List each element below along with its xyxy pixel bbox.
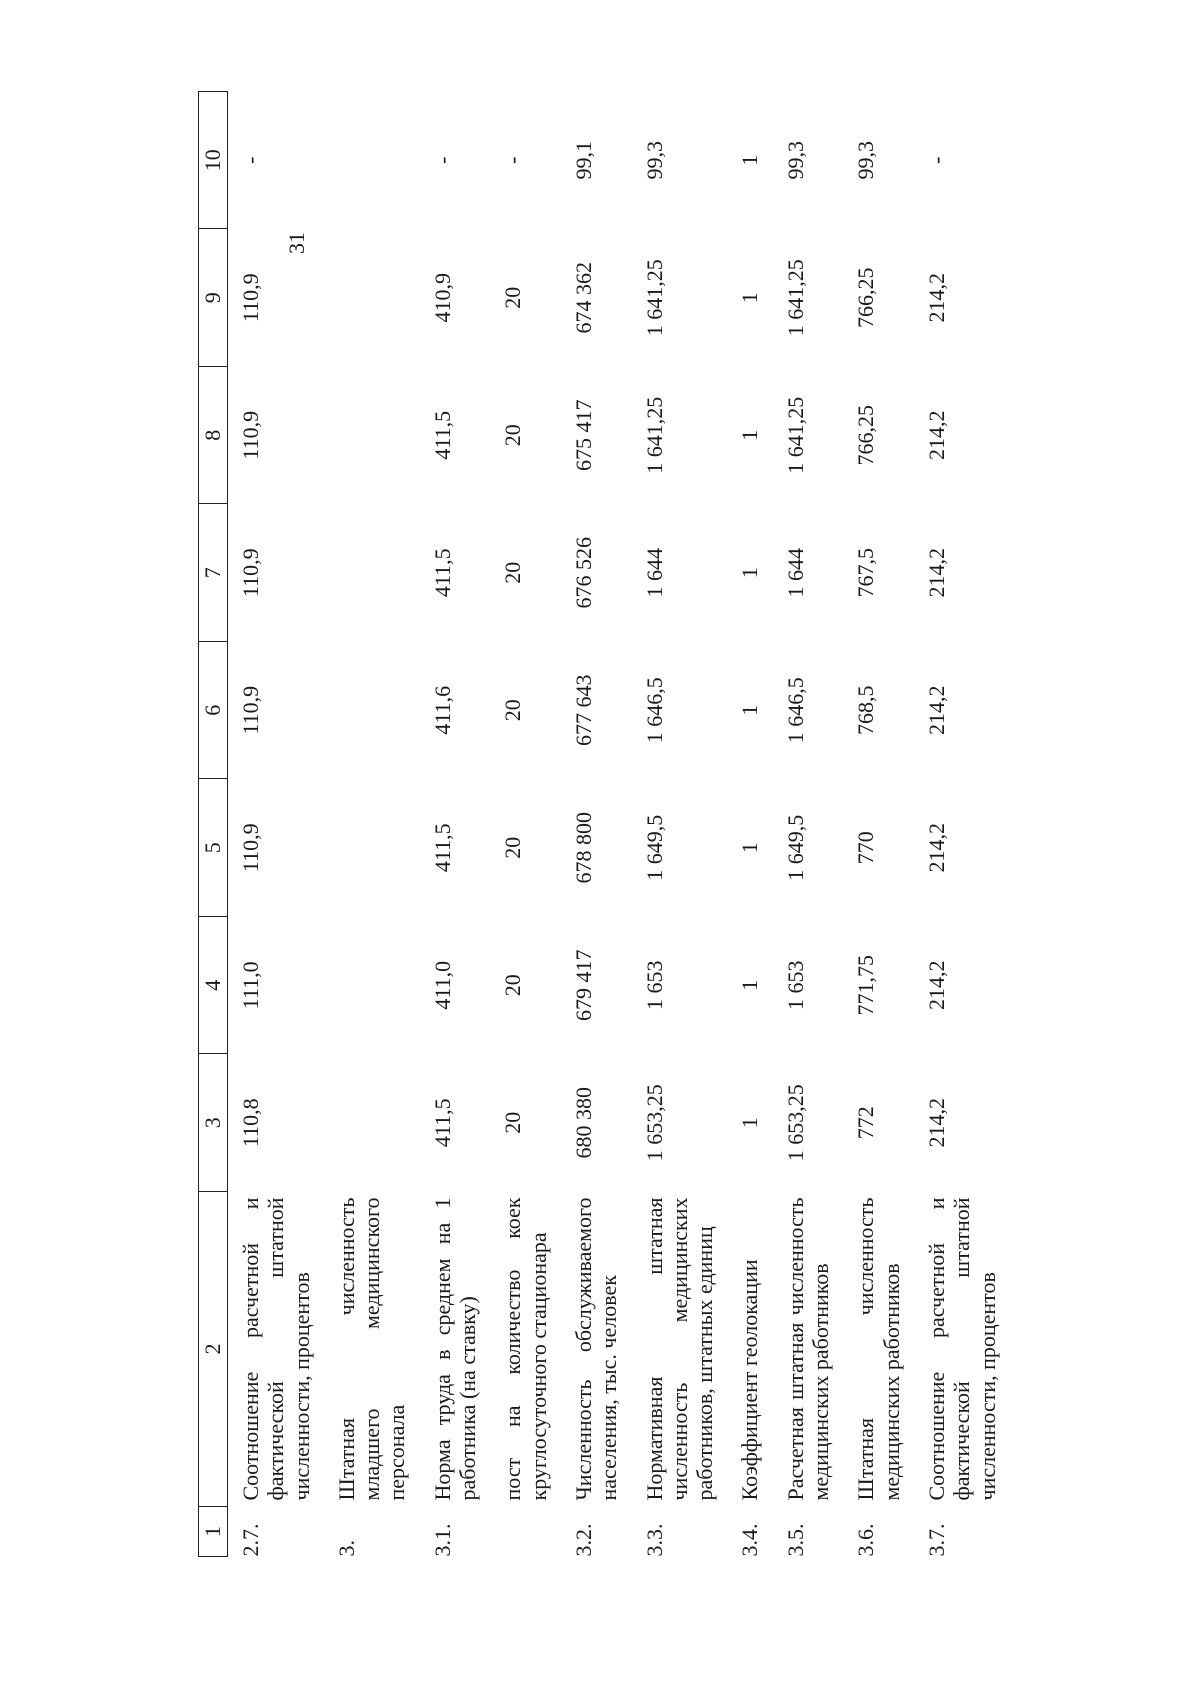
cell-col-6: 768,5 [853, 685, 879, 735]
cell-col-6: 411,6 [429, 685, 455, 735]
cell-col-6: 20 [500, 699, 526, 722]
cell-col-9: 214,2 [923, 273, 949, 323]
table-row [228, 92, 324, 1557]
row-code: 3. [333, 1540, 359, 1557]
cell-col-3: 1 653,25 [782, 1084, 808, 1162]
cell-col-5: 411,5 [429, 823, 455, 873]
cell-col-7: 1 [737, 567, 763, 579]
cell-col-7: 411,5 [429, 548, 455, 598]
cell-col-7: 1 644 [641, 548, 667, 598]
cell-col-8: 110,9 [238, 410, 263, 460]
header-cell-8: 8 [199, 367, 228, 505]
data-table [198, 91, 1010, 1557]
cell-col-3: 411,5 [429, 1098, 455, 1148]
cell-col-9: 110,9 [238, 273, 263, 323]
table-row [632, 92, 728, 1557]
cell-col-8: 675 417 [570, 399, 596, 471]
row-label: Норма труда в среднем на 1 работника (на ставку) [429, 1197, 481, 1501]
row-label: Коэффициент геолокации [737, 1259, 763, 1501]
cell-col-8: 1 641,25 [782, 396, 808, 474]
cell-col-7: 676 526 [570, 537, 596, 609]
cell-col-10 [324, 92, 420, 230]
cell-col-6: 1 [737, 704, 763, 716]
cell-col-9: 1 641,25 [782, 259, 808, 337]
row-code: 3.1. [429, 1523, 455, 1557]
cell-col-4: 1 653 [641, 960, 667, 1010]
cell-col-5: 1 649,5 [782, 814, 808, 881]
row-code: 3.7. [923, 1523, 949, 1557]
table-row [420, 92, 491, 1557]
row-label: Нормативная штатная численность медицинских работников, штатных единиц [641, 1197, 718, 1501]
row-code: 3.3. [641, 1523, 667, 1557]
cell-col-6: 1 646,5 [641, 677, 667, 744]
header-row [199, 92, 228, 1557]
header-cell-6: 6 [199, 642, 228, 780]
table-row [843, 92, 914, 1557]
cell-col-4 [324, 917, 420, 1055]
cell-col-5 [324, 779, 420, 917]
row-code [490, 1507, 561, 1557]
cell-col-10: 99,1 [570, 141, 596, 180]
row-code: 3.5. [782, 1523, 808, 1557]
rotated-table-container [198, 92, 998, 1557]
table-header [199, 92, 228, 1557]
row-label: Штатная численность младшего медицинского персонала [333, 1197, 410, 1501]
cell-col-10: - [238, 156, 263, 164]
cell-col-4: 679 417 [570, 949, 596, 1021]
table-row [561, 92, 632, 1557]
cell-col-3: 214,2 [923, 1098, 949, 1148]
cell-col-9: 20 [500, 286, 526, 309]
cell-col-3: 1 [737, 1117, 763, 1129]
cell-col-8: 214,2 [923, 410, 949, 460]
cell-col-8: 411,5 [429, 410, 455, 460]
cell-col-9: 674 362 [570, 262, 596, 334]
cell-col-5: 1 [737, 842, 763, 854]
cell-col-8: 20 [500, 424, 526, 447]
header-cell-4: 4 [199, 917, 228, 1055]
table-row [773, 92, 844, 1557]
cell-col-7: 214,2 [923, 548, 949, 598]
cell-col-4: 1 [737, 979, 763, 991]
cell-col-6: 214,2 [923, 685, 949, 735]
cell-col-10: - [923, 156, 949, 164]
cell-col-9: 410,9 [429, 273, 455, 323]
cell-col-9 [324, 229, 420, 367]
cell-col-3: 1 653,25 [641, 1084, 667, 1162]
row-code: 2.7. [238, 1523, 263, 1557]
cell-col-7: 1 644 [782, 548, 808, 598]
page-number: 31 [284, 232, 309, 254]
row-label: Численность обслуживаемого населения, тыс. человек [570, 1197, 622, 1501]
cell-col-6: 1 646,5 [782, 677, 808, 744]
row-label: пост на количество коек круглосуточного стационара [500, 1197, 551, 1501]
cell-col-4: 20 [500, 974, 526, 997]
header-cell-5: 5 [199, 779, 228, 917]
row-label: Штатная численность медицинских работников [853, 1197, 904, 1501]
cell-col-3: 772 [853, 1106, 879, 1140]
header-cell-9: 9 [199, 229, 228, 367]
table-body [228, 92, 1010, 1557]
table-row [490, 92, 561, 1557]
cell-col-8: 766,25 [853, 405, 879, 466]
cell-col-5: 678 800 [570, 812, 596, 884]
cell-col-10: 99,3 [853, 141, 879, 180]
cell-col-5: 1 649,5 [641, 814, 667, 881]
table-row [324, 92, 420, 1557]
cell-col-4: 214,2 [923, 960, 949, 1010]
cell-col-9: 1 641,25 [641, 259, 667, 337]
header-cell-1: 1 [199, 1507, 228, 1557]
cell-col-5: 20 [500, 836, 526, 859]
cell-col-6: 677 643 [570, 674, 596, 746]
row-label: Соотношение расчетной и фактической штатной численности, процентов [923, 1197, 1000, 1501]
row-code: 3.2. [570, 1523, 596, 1557]
cell-col-10: 99,3 [782, 141, 808, 180]
cell-col-6: 110,9 [238, 685, 263, 735]
header-cell-3: 3 [199, 1054, 228, 1192]
cell-col-10: - [429, 156, 455, 164]
cell-col-3: 110,8 [238, 1098, 263, 1148]
cell-col-5: 110,9 [238, 823, 263, 873]
row-code: 3.6. [853, 1523, 879, 1557]
cell-col-8: 1 641,25 [641, 396, 667, 474]
cell-col-6 [324, 642, 420, 780]
cell-col-7 [324, 504, 420, 642]
cell-col-8: 1 [737, 429, 763, 441]
cell-col-4: 1 653 [782, 960, 808, 1010]
cell-col-5: 770 [853, 831, 879, 865]
row-label: Расчетная штатная численность медицинских работников [782, 1197, 834, 1501]
row-label: Соотношение расчетной и фактической штатной численности, процентов [238, 1197, 314, 1501]
header-cell-10: 10 [199, 92, 228, 230]
table-row [914, 92, 1010, 1557]
table-row [727, 92, 772, 1557]
cell-col-5: 214,2 [923, 823, 949, 873]
cell-col-3: 680 380 [570, 1087, 596, 1159]
cell-col-4: 771,75 [853, 955, 879, 1016]
cell-col-3: 20 [500, 1111, 526, 1134]
row-code: 3.4. [737, 1523, 763, 1557]
cell-col-9: 1 [737, 292, 763, 304]
cell-col-10: 1 [737, 154, 763, 166]
cell-col-9: 766,25 [853, 267, 879, 328]
cell-col-4: 411,0 [429, 960, 455, 1010]
cell-col-4: 111,0 [238, 961, 263, 1010]
header-cell-7: 7 [199, 504, 228, 642]
cell-col-3 [324, 1054, 420, 1192]
cell-col-8 [324, 367, 420, 505]
cell-col-10: - [500, 156, 526, 164]
header-cell-2: 2 [199, 1192, 228, 1507]
cell-col-7: 20 [500, 561, 526, 584]
cell-col-7: 110,9 [238, 548, 263, 598]
cell-col-7: 767,5 [853, 548, 879, 598]
cell-col-10: 99,3 [641, 141, 667, 180]
